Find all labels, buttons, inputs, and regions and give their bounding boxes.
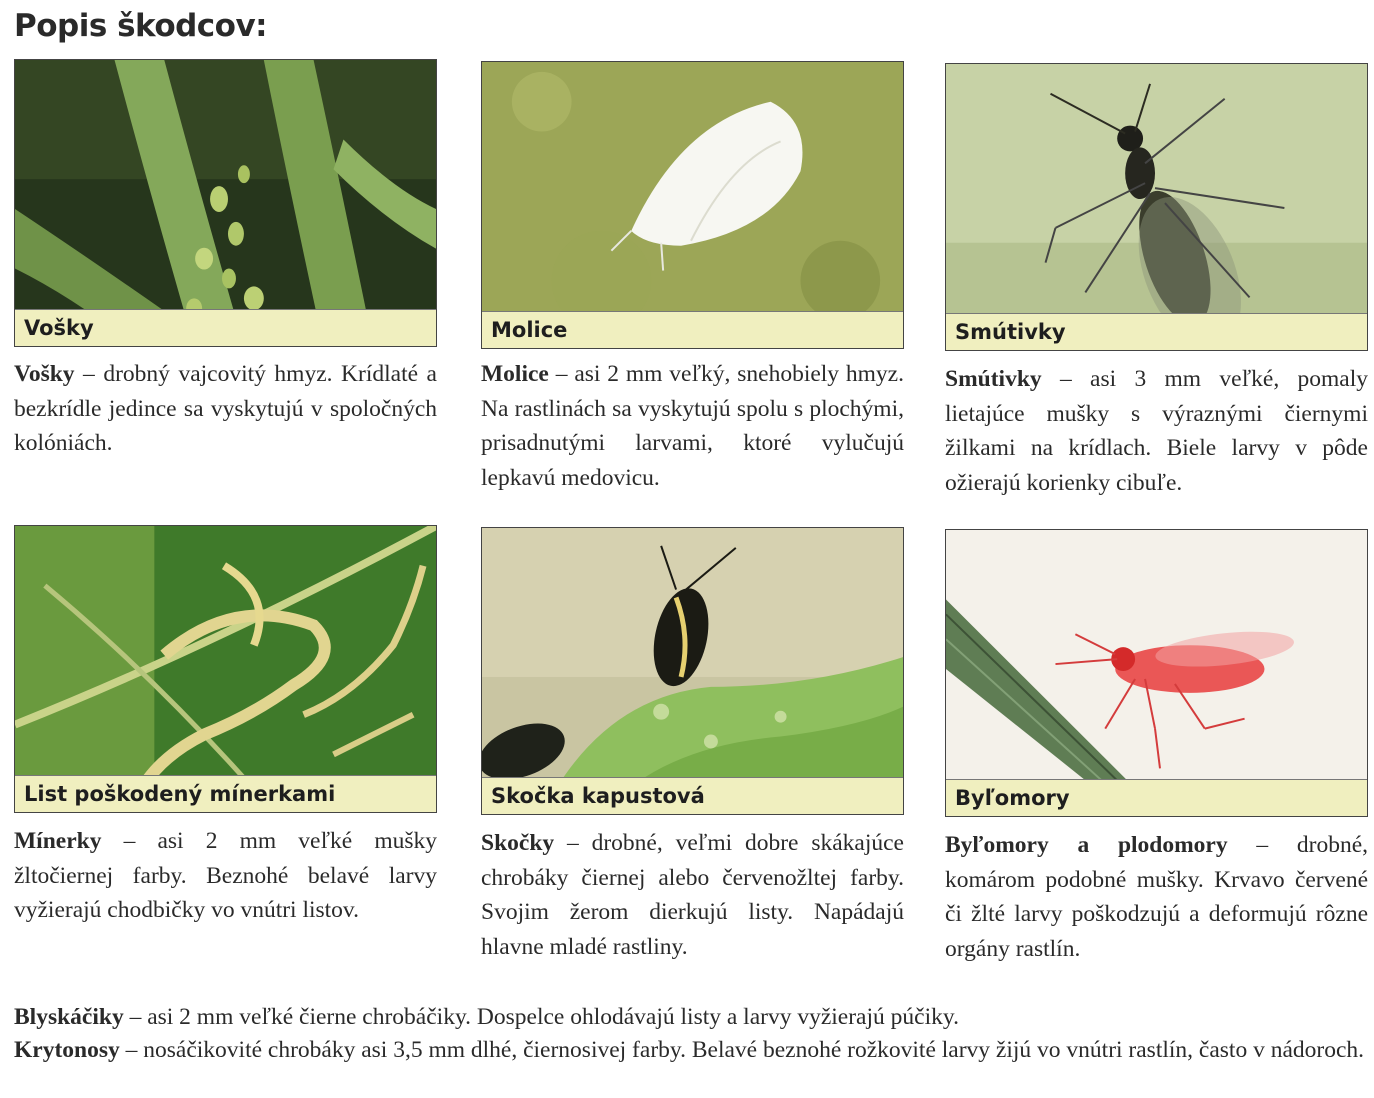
desc-weevils [14,1033,1364,1068]
aphids-image [15,60,436,346]
leaf-miner-image [15,526,436,812]
desc-leaf-miner-text: – asi 2 mm veľké mušky žltočiernej farby. Beznohé belavé larvy vyžierajú chodbičky vo vnútri listov. [14,828,437,923]
desc-fungus-gnat-text: – asi 3 mm veľké, pomaly lietajúce mušky s výraznými čiernymi žilkami na krídlach. Biele larvy v pôde ožierajú korienky cibuľe. [945,366,1368,496]
fungus-gnat-image [946,64,1367,350]
term-leaf-miner: Mínerky [14,828,102,854]
term-pollen-beetles: Blyskáčiky [14,1004,124,1030]
term-weevils: Krytonosy [14,1037,120,1063]
desc-whitefly [481,357,904,495]
desc-aphids [14,357,437,461]
caption-leaf-miner: List poškodený mínerkami [15,775,436,812]
photo-flea-beetle [481,527,904,815]
photo-fungus-gnat [945,63,1368,351]
caption-fungus-gnat: Smútivky [946,313,1367,350]
page-title: Popis škodcov: [14,8,268,44]
desc-gall-midge [945,828,1368,966]
photo-whitefly [481,61,904,349]
caption-aphids: Vošky [15,309,436,346]
photo-leaf-miner [14,525,437,813]
desc-leaf-miner [14,824,437,928]
term-fungus-gnat: Smútivky [945,366,1042,392]
desc-pollen-beetles [14,1000,1364,1035]
desc-weevils-text: – nosáčikovité chrobáky asi 3,5 mm dlhé, čiernosivej farby. Belavé beznohé rožkovité larvy žijú vo vnútri rastlín, často v nádoroch. [119,1037,1365,1063]
caption-flea-beetle: Skočka kapustová [482,777,903,814]
term-aphids: Vošky [14,361,75,387]
desc-aphids-text: – drobný vajcovitý hmyz. Krídlaté a bezkrídle jedince sa vyskytujú v spoločných kolóniách. [14,361,437,456]
desc-gall-midge-text: – drobné, komárom podobné mušky. Krvavo červené či žlté larvy poškodzujú a deformujú rôzne orgány rastlín. [945,832,1368,962]
desc-flea-beetle [481,826,904,964]
desc-fungus-gnat [945,362,1368,500]
photo-aphids [14,59,437,347]
photo-gall-midge [945,529,1368,817]
whitefly-image [482,62,903,348]
gall-midge-image [946,530,1367,816]
flea-beetle-image [482,528,903,814]
term-whitefly: Molice [481,361,549,387]
term-gall-midge: Byľomory a plodomory [945,832,1228,858]
term-flea-beetle: Skočky [481,830,555,856]
desc-pollen-beetles-text: – asi 2 mm veľké čierne chrobáčiky. Dospelce ohlodávajú listy a larvy vyžierajú púčiky. [123,1004,959,1030]
desc-flea-beetle-text: – drobné, veľmi dobre skákajúce chrobáky čiernej alebo červenožltej farby. Svojim žerom dierkujú listy. Napádajú hlavne mladé rastliny. [481,830,904,960]
caption-whitefly: Molice [482,311,903,348]
desc-whitefly-text: – asi 2 mm veľký, snehobiely hmyz. Na rastlinách sa vyskytujú spolu s plochými, prisadnutými larvami, ktoré vylučujú lepkavú medovicu. [481,361,904,491]
caption-gall-midge: Byľomory [946,779,1367,816]
